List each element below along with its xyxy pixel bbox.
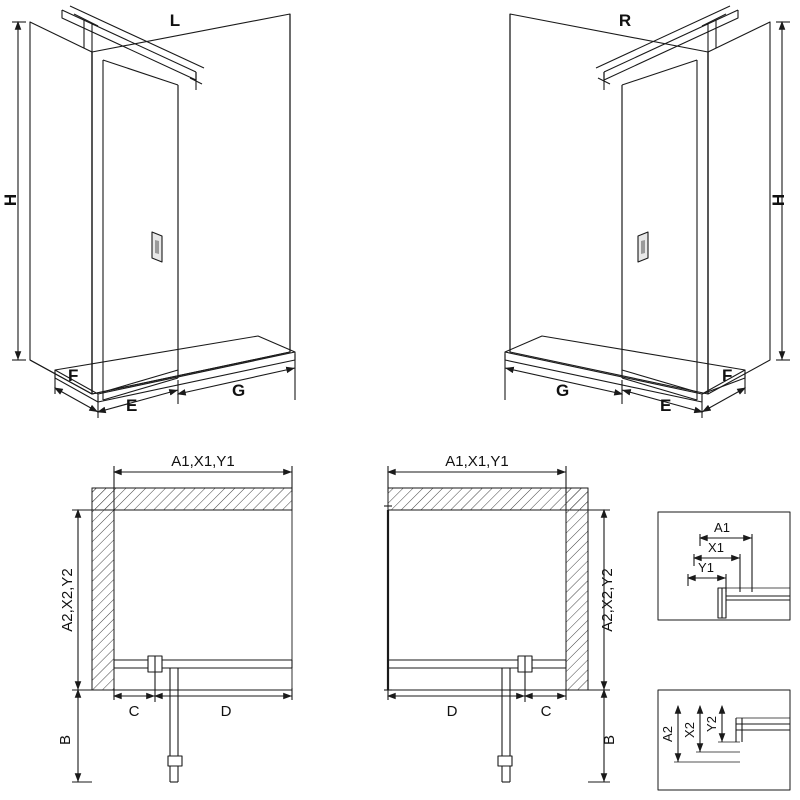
iso-view-left bbox=[1, 6, 295, 418]
plan-left-side-dim: A2,X2,Y2 bbox=[59, 568, 76, 632]
detail-top-label-x1: X1 bbox=[708, 540, 724, 555]
plan-right-dim-d: D bbox=[446, 703, 458, 720]
plan-left-top-dim: A1,X1,Y1 bbox=[171, 453, 235, 470]
plan-right-dim-c: C bbox=[540, 703, 552, 720]
plan-view-left bbox=[57, 453, 292, 782]
detail-top-label-a1: A1 bbox=[714, 520, 730, 535]
detail-bottom-label-y2: Y2 bbox=[704, 716, 719, 732]
iso-left-depth-g: G bbox=[232, 381, 246, 400]
iso-left-height-label: H bbox=[1, 193, 20, 207]
detail-top-label-y1: Y1 bbox=[698, 560, 714, 575]
iso-left-depth-f: F bbox=[68, 366, 79, 385]
iso-left-depth-e: E bbox=[126, 396, 138, 415]
iso-right-variant-label: R bbox=[618, 11, 632, 30]
iso-right-depth-e: E bbox=[660, 396, 672, 415]
iso-left-variant-label: L bbox=[169, 11, 181, 30]
plan-left-dim-c: C bbox=[128, 703, 140, 720]
plan-right-swing-dim: B bbox=[601, 734, 618, 746]
detail-bottom-label-a2: A2 bbox=[660, 726, 675, 742]
plan-view-right bbox=[384, 453, 618, 782]
iso-right-depth-f: F bbox=[722, 366, 733, 385]
iso-right-depth-g: G bbox=[556, 381, 570, 400]
plan-right-top-dim: A1,X1,Y1 bbox=[445, 453, 509, 470]
plan-left-swing-dim: B bbox=[57, 734, 74, 746]
detail-top bbox=[658, 512, 790, 620]
detail-bottom bbox=[658, 690, 790, 790]
plan-right-side-dim: A2,X2,Y2 bbox=[599, 568, 616, 632]
iso-view-right bbox=[505, 6, 790, 418]
plan-left-dim-d: D bbox=[220, 703, 232, 720]
detail-bottom-label-x2: X2 bbox=[682, 722, 697, 738]
iso-right-height-label: H bbox=[769, 193, 788, 207]
